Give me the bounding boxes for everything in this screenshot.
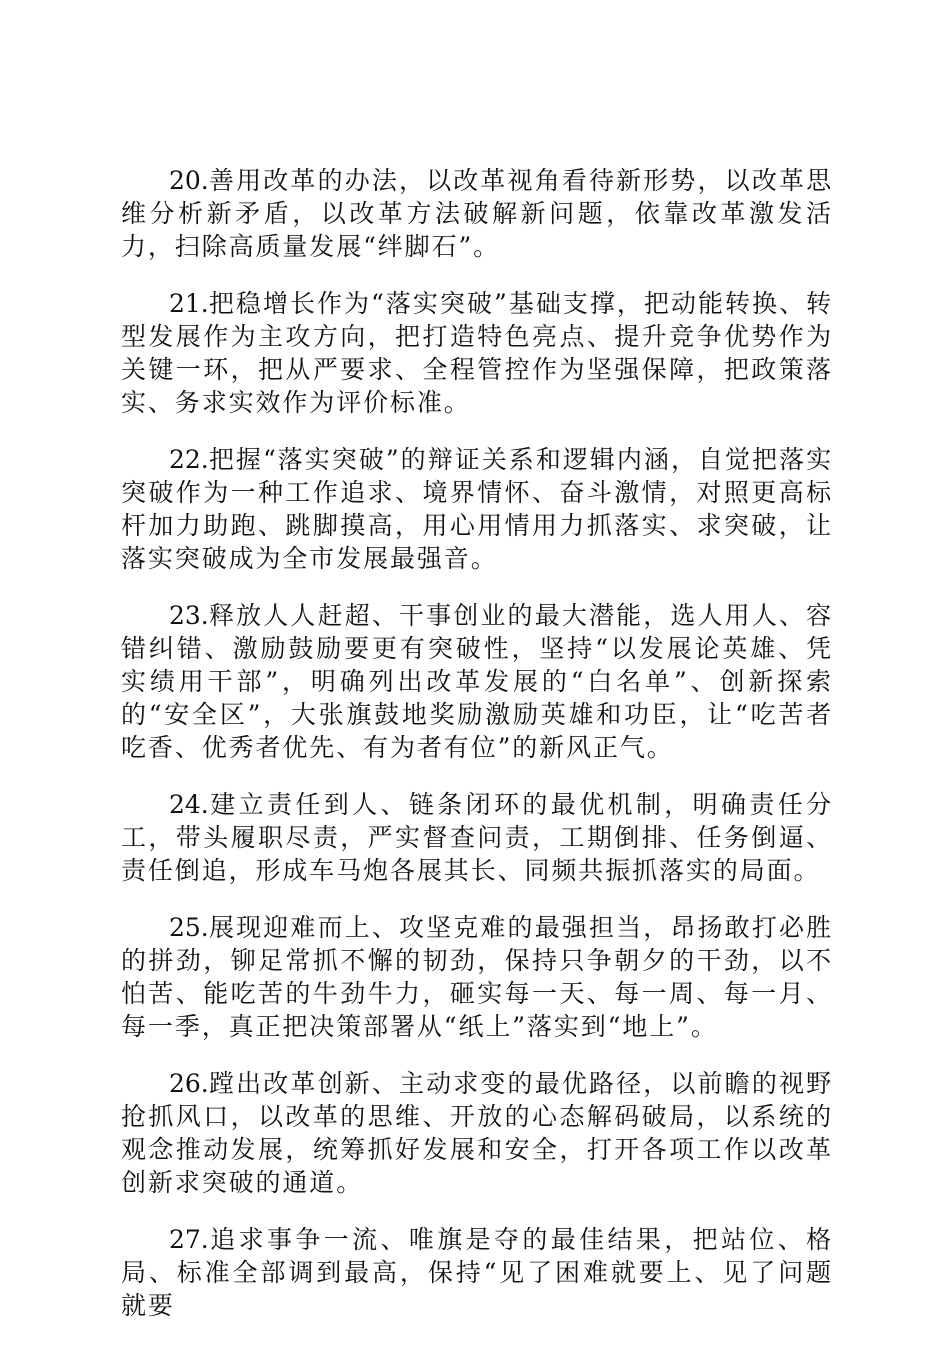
- paragraph-text: 善用改革的办法，以改革视角看待新形势，以改革思维分析新矛盾，以改革方法破解新问题，依靠改革激发活力，扫除高质量发展“绊脚石”。: [121, 166, 833, 261]
- paragraph-number: 24.: [169, 790, 209, 819]
- paragraph-number: 26.: [169, 1069, 209, 1098]
- paragraph-number: 22.: [169, 445, 209, 474]
- paragraph-27: [121, 1223, 833, 1322]
- paragraph-25: [121, 911, 833, 1043]
- paragraph-21: [121, 287, 833, 419]
- paragraph-text: 把握“落实突破”的辩证关系和逻辑内涵，自觉把落实突破作为一种工作追求、境界情怀、奋斗激情，对照更高标杆加力助跑、跳脚摸高，用心用情用力抓落实、求突破，让落实突破成为全市发展最强音。: [121, 445, 833, 573]
- paragraph-22: [121, 443, 833, 575]
- paragraph-text: 展现迎难而上、攻坚克难的最强担当，昂扬敢打必胜的拼劲，铆足常抓不懈的韧劲，保持只争朝夕的干劲，以不怕苦、能吃苦的牛劲牛力，砸实每一天、每一周、每一月、每一季，真正把决策部署从“纸上”落实到“地上”。: [121, 913, 833, 1041]
- paragraph-20: [121, 164, 833, 263]
- paragraph-text: 建立责任到人、链条闭环的最优机制，明确责任分工，带头履职尽责，严实督查问责，工期倒排、任务倒逼、责任倒追，形成车马炮各展其长、同频共振抓落实的局面。: [121, 790, 833, 885]
- paragraph-text: 追求事争一流、唯旗是夺的最佳结果，把站位、格局、标准全部调到最高，保持“见了困难就要上、见了问题就要: [121, 1225, 833, 1320]
- paragraph-text: 蹚出改革创新、主动求变的最优路径，以前瞻的视野抢抓风口，以改革的思维、开放的心态解码破局，以系统的观念推动发展，统筹抓好发展和安全，打开各项工作以改革创新求突破的通道。: [121, 1069, 833, 1197]
- document-body: [121, 164, 833, 1346]
- paragraph-number: 21.: [169, 289, 209, 318]
- paragraph-number: 27.: [169, 1225, 209, 1254]
- paragraph-number: 25.: [169, 913, 209, 942]
- paragraph-number: 23.: [169, 601, 209, 630]
- paragraph-26: [121, 1067, 833, 1199]
- paragraph-text: 释放人人赶超、干事创业的最大潜能，选人用人、容错纠错、激励鼓励要更有突破性，坚持“以发展论英雄、凭实绩用干部”，明确列出改革发展的“白名单”、创新探索的“安全区”，大张旗鼓地奖励激励英雄和功臣，让“吃苦者吃香、优秀者优先、有为者有位”的新风正气。: [121, 601, 833, 762]
- paragraph-text: 把稳增长作为“落实突破”基础支撑，把动能转换、转型发展作为主攻方向，把打造特色亮点、提升竞争优势作为关键一环，把从严要求、全程管控作为坚强保障，把政策落实、务求实效作为评价标准。: [121, 289, 833, 417]
- paragraph-24: [121, 788, 833, 887]
- paragraph-23: [121, 599, 833, 764]
- paragraph-number: 20.: [169, 166, 209, 195]
